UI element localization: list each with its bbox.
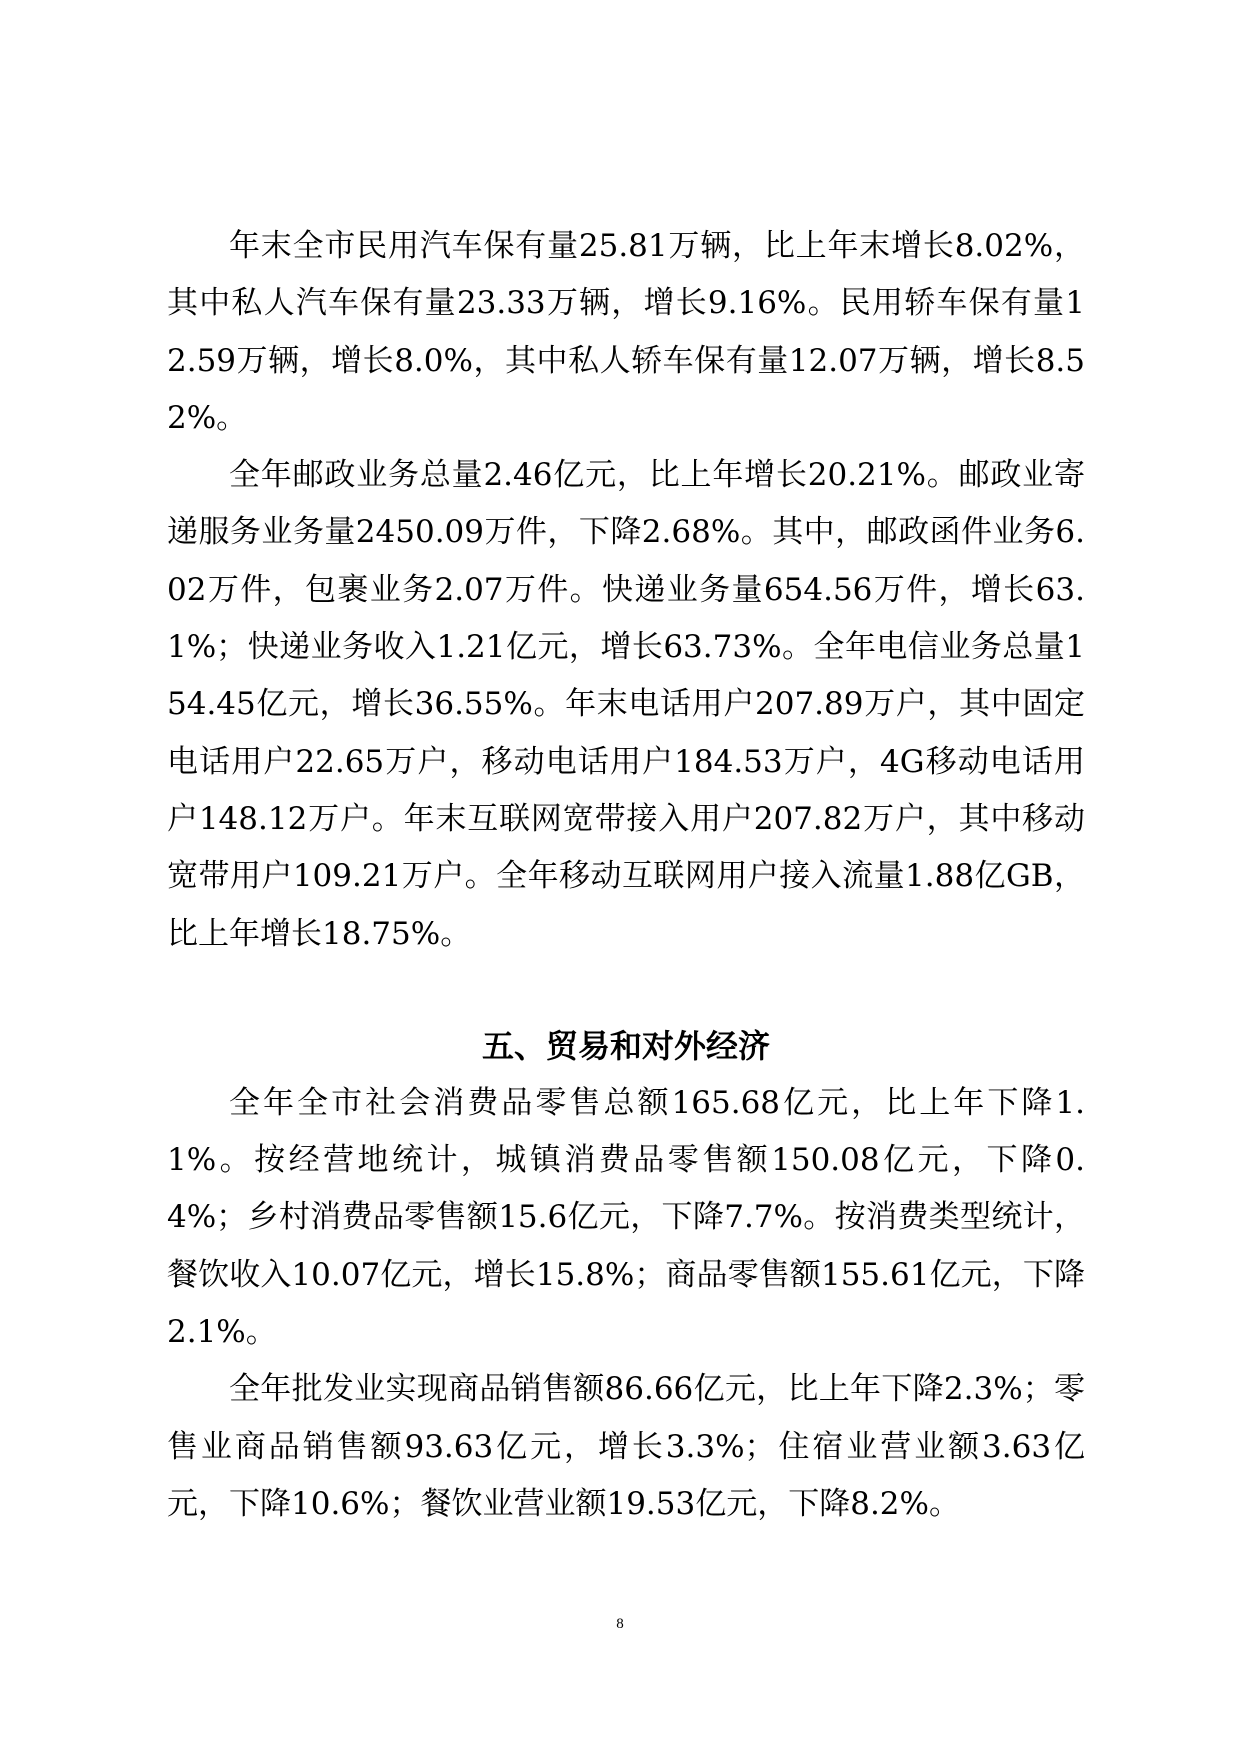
section-heading-trade: 五、贸易和对外经济 <box>481 1026 770 1065</box>
page-number: 8 <box>616 1616 624 1632</box>
page-body <box>167 218 1085 1533</box>
paragraph-vehicles: 年末全市民用汽车保有量25.81万辆，比上年末增长8.02%，其中私人汽车保有量23.33万辆，增长9.16%。民用轿车保有量12.59万辆，增长8.0%，其中私人轿车保有量12.07万辆，增长8.52%。 <box>167 228 1085 436</box>
paragraph-retail-sales: 全年全市社会消费品零售总额165.68亿元，比上年下降1.1%。按经营地统计，城镇消费品零售额150.08亿元，下降0.4%；乡村消费品零售额15.6亿元，下降7.7%。按消费类型统计，餐饮收入10.07亿元，增长15.8%；商品零售额155.61亿元，下降2.1%。 <box>167 1084 1085 1351</box>
paragraph-postal-telecom: 全年邮政业务总量2.46亿元，比上年增长20.21%。邮政业寄递服务业务量2450.09万件，下降2.68%。其中，邮政函件业务6.02万件，包裹业务2.07万件。快递业务量654.56万件，增长63.1%；快递业务收入1.21亿元，增长63.73%。全年电信业务总量154.45亿元，增长36.55%。年末电话用户207.89万户，其中固定电话用户22.65万户，移动电话用户184.53万户，4G移动电话用户148.12万户。年末互联网宽带接入用户207.82万户，其中移动宽带用户109.21万户。全年移动互联网用户接入流量1.88亿GB，比上年增长18.75%。 <box>167 457 1085 952</box>
section-gap <box>167 963 1085 1018</box>
paragraph-wholesale: 全年批发业实现商品销售额86.66亿元，比上年下降2.3%；零售业商品销售额93.63亿元，增长3.3%；住宿业营业额3.63亿元，下降10.6%；餐饮业营业额19.53亿元，下降8.2%。 <box>167 1371 1085 1522</box>
